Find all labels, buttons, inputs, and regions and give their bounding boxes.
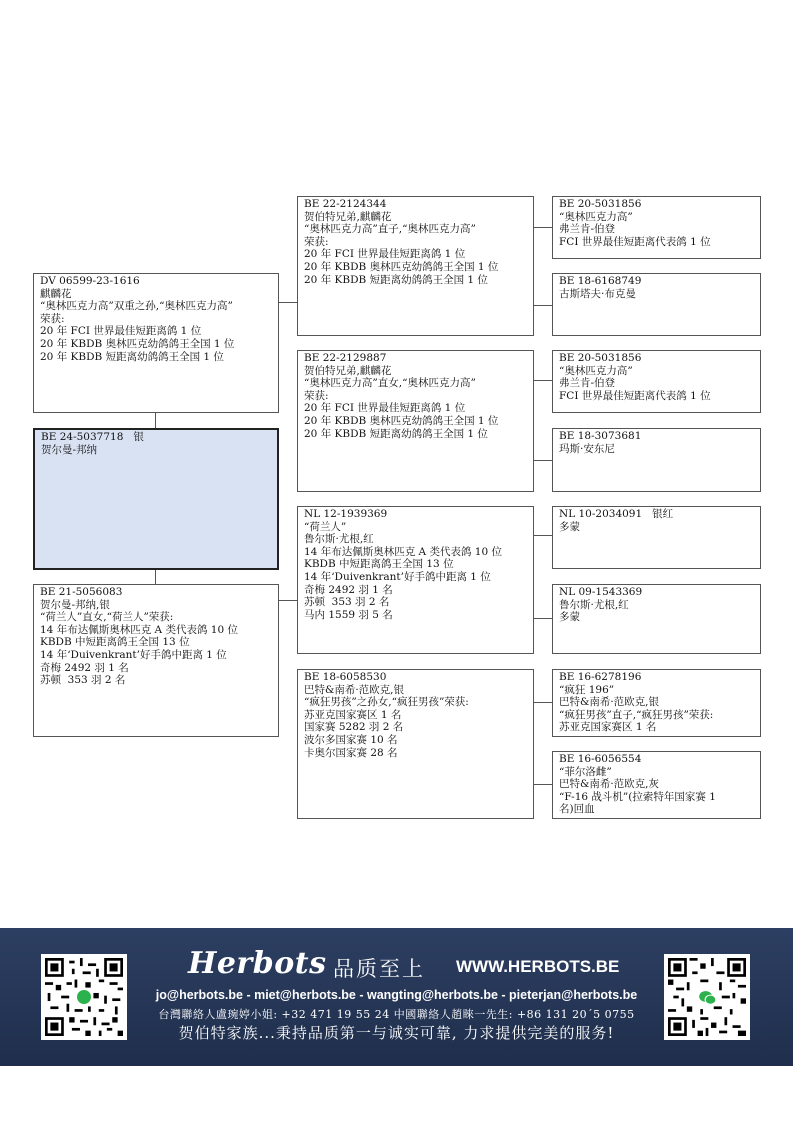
pedigree-line: 荣获: bbox=[304, 235, 329, 248]
connector-ss-ssd bbox=[534, 305, 552, 306]
brand-row bbox=[188, 946, 628, 986]
pedigree-line: 弗兰肯-伯登 bbox=[559, 223, 616, 236]
pedigree-line: 20 年 KBDB 奥林匹克幼鸽鸽王全国 1 位 bbox=[304, 260, 499, 273]
contact-phones: 台灣聯絡人盧琬婷小姐: +32 471 19 55 24 中國聯絡人趙睞一先生: +86 131 20´5 0755 bbox=[158, 1008, 635, 1021]
connector-sire-sd bbox=[279, 302, 297, 303]
pedigree-line: 20 年 KBDB 奥林匹克幼鸽鸽王全国 1 位 bbox=[304, 414, 499, 427]
pedigree-line: 玛斯·安东尼 bbox=[559, 442, 615, 455]
pedigree-line: “荷兰人” bbox=[304, 520, 347, 533]
connector-sd-sds bbox=[534, 380, 552, 381]
wechat-qr-graphic bbox=[668, 958, 746, 1036]
ring-number: BE 20-5031856 bbox=[559, 198, 642, 210]
pedigree-line: “奥林匹克力高” bbox=[559, 210, 633, 223]
pedigree-line: 贺伯特兄弟,麒麟花 bbox=[304, 210, 392, 223]
dam-sire-card bbox=[297, 506, 534, 654]
connector-sd-sdd bbox=[534, 460, 552, 461]
pedigree-line: 20 年 FCI 世界最佳短距离鸽 1 位 bbox=[40, 325, 202, 338]
slogan: 品质至上 bbox=[333, 957, 425, 981]
pedigree-line: FCI 世界最佳短距离代表鸽 1 位 bbox=[559, 389, 711, 402]
footer-banner bbox=[0, 928, 793, 1066]
pedigree-line: 20 年 KBDB 短距离幼鸽鸽王全国 1 位 bbox=[304, 273, 488, 286]
subject-card bbox=[33, 428, 279, 570]
ring-number: BE 18-3073681 bbox=[559, 430, 642, 442]
website-link[interactable]: WWW.HERBOTS.BE bbox=[456, 957, 620, 976]
pedigree-line: “菲尔洛雌” bbox=[559, 765, 612, 778]
pedigree-line: “奥林匹克力高”双重之孙,“奥林匹克力高” bbox=[40, 300, 233, 313]
sire-sire-dam-card bbox=[552, 273, 761, 336]
pedigree-line: 苏亚克国家赛区 1 名 bbox=[559, 721, 657, 734]
pedigree-line: 14 年布达佩斯奥林匹克 A 类代表鸽 10 位 bbox=[40, 623, 238, 636]
pedigree-line: 多蒙 bbox=[559, 611, 580, 624]
ring-number: BE 22-2124344 bbox=[304, 198, 387, 210]
connector-dam-ds bbox=[279, 600, 297, 601]
connector-ds-dsd bbox=[534, 618, 552, 619]
ring-number: BE 21-5056083 bbox=[40, 586, 123, 598]
pedigree-line: 鲁尔斯·尤根,红 bbox=[304, 533, 374, 546]
pedigree-line: 苏顿 353 羽 2 名 bbox=[40, 674, 126, 687]
ring-number: NL 09-1543369 bbox=[559, 586, 643, 598]
pedigree-line: 20 年 FCI 世界最佳短距离鸽 1 位 bbox=[304, 402, 466, 415]
pedigree-line: 国家赛 5282 羽 2 名 bbox=[304, 721, 404, 734]
pedigree-line: 贺尔曼-邦纳,银 bbox=[40, 598, 110, 611]
ring-number: BE 18-6168749 bbox=[559, 275, 642, 287]
pedigree-line: “疯狂男孩”之孙女,“疯狂男孩”荣获: bbox=[304, 696, 469, 709]
ring-number: BE 20-5031856 bbox=[559, 352, 642, 364]
connector-subject-dam bbox=[155, 570, 156, 584]
pedigree-line: 20 年 KBDB 短距离幼鸽鸽王全国 1 位 bbox=[40, 350, 224, 363]
pedigree-line: 荣获: bbox=[40, 312, 65, 325]
pedigree-line: “奥林匹克力高”直子,“奥林匹克力高” bbox=[304, 223, 476, 236]
dam-sire-sire-card bbox=[552, 506, 761, 569]
pedigree-line: KBDB 中短距离鸽王全国 13 位 bbox=[40, 636, 190, 649]
sire-sire-card bbox=[297, 196, 534, 336]
sire-dam-card bbox=[297, 350, 534, 492]
pedigree-line: 弗兰肯-伯登 bbox=[559, 377, 616, 390]
pedigree-line: 多蒙 bbox=[559, 520, 580, 533]
ring-number: BE 22-2129887 bbox=[304, 352, 387, 364]
connector-ds-dss bbox=[534, 535, 552, 536]
pedigree-line: 巴特&南希·范欧克,银 bbox=[304, 683, 405, 696]
pedigree-line: “荷兰人”直女,“荷兰人”荣获: bbox=[40, 611, 174, 624]
pedigree-line: 卡奥尔国家赛 28 名 bbox=[304, 746, 398, 759]
ring-number: NL 10-2034091 银红 bbox=[559, 508, 674, 520]
sire-dam-sire-card bbox=[552, 350, 761, 413]
pedigree-line: 巴特&南希·范欧克,灰 bbox=[559, 778, 660, 791]
pedigree-line: 14 年‘Duivenkrant’好手鸽中距离 1 位 bbox=[304, 570, 491, 583]
pedigree-line: “奥林匹克力高” bbox=[559, 364, 633, 377]
pedigree-line: 14 年布达佩斯奥林匹克 A 类代表鸽 10 位 bbox=[304, 545, 502, 558]
dam-dam-card bbox=[297, 669, 534, 819]
pedigree-line: 贺尔曼-邦纳 bbox=[41, 443, 98, 456]
connector-ss-sss bbox=[534, 227, 552, 228]
pedigree-line: 麒麟花 bbox=[40, 287, 72, 300]
ring-number: BE 16-6056554 bbox=[559, 753, 642, 765]
herbots-logo: Herbots bbox=[188, 946, 327, 981]
pedigree-line: 贺伯特兄弟,麒麟花 bbox=[304, 364, 392, 377]
sire-sire-sire-card bbox=[552, 196, 761, 259]
contact-emails[interactable]: jo@herbots.be - miet@herbots.be - wangting@herbots.be - pieterjan@herbots.be bbox=[155, 988, 638, 1002]
pedigree-line: “F-16 战斗机”(拉索特年国家赛 1 bbox=[559, 790, 716, 803]
pedigree-line: “疯狂男孩”直子,“疯狂男孩”荣获: bbox=[559, 708, 714, 721]
sire-card bbox=[33, 273, 279, 413]
pedigree-line: KBDB 中短距离鸽王全国 13 位 bbox=[304, 558, 454, 571]
connector-subject-sire bbox=[155, 413, 156, 428]
pedigree-line: 巴特&南希·范欧克,银 bbox=[559, 696, 660, 709]
ring-number: DV 06599-23-1616 bbox=[40, 275, 140, 287]
pedigree-line: 20 年 KBDB 短距离幼鸽鸽王全国 1 位 bbox=[304, 427, 488, 440]
pedigree-line: 荣获: bbox=[304, 389, 329, 402]
connector-dd-ddd bbox=[534, 784, 552, 785]
pedigree-line: 古斯塔夫·布克曼 bbox=[559, 287, 636, 300]
dam-sire-dam-card bbox=[552, 584, 761, 654]
tagline: 贺伯特家族...秉持品质第一与诚实可靠, 力求提供完美的服务! bbox=[178, 1024, 615, 1042]
pedigree-line: 名)回血 bbox=[559, 803, 595, 816]
ring-number: NL 12-1939369 bbox=[304, 508, 388, 520]
ring-number: BE 18-6058530 bbox=[304, 671, 387, 683]
dam-card bbox=[33, 584, 279, 737]
dam-dam-dam-card bbox=[552, 751, 761, 819]
pedigree-line: 马内 1559 羽 5 名 bbox=[304, 608, 393, 621]
pedigree-line: 波尔多国家赛 10 名 bbox=[304, 733, 398, 746]
pedigree-line: 苏亚克国家赛区 1 名 bbox=[304, 708, 402, 721]
dam-dam-sire-card bbox=[552, 669, 761, 737]
pedigree-line: 苏顿 353 羽 2 名 bbox=[304, 596, 390, 609]
pedigree-line: FCI 世界最佳短距离代表鸽 1 位 bbox=[559, 235, 711, 248]
pedigree-line: “疯狂 196” bbox=[559, 683, 615, 696]
pedigree-line: 鲁尔斯·尤根,红 bbox=[559, 598, 629, 611]
ring-number: BE 16-6278196 bbox=[559, 671, 642, 683]
pedigree-line: 20 年 KBDB 奥林匹克幼鸽鸽王全国 1 位 bbox=[40, 337, 235, 350]
sire-dam-dam-card bbox=[552, 428, 761, 492]
pedigree-line: 奇梅 2492 羽 1 名 bbox=[40, 661, 129, 674]
pedigree-line: 20 年 FCI 世界最佳短距离鸽 1 位 bbox=[304, 248, 466, 261]
pedigree-line: 奇梅 2492 羽 1 名 bbox=[304, 583, 393, 596]
connector-dd-dds bbox=[534, 702, 552, 703]
pedigree-line: “奥林匹克力高”直女,“奥林匹克力高” bbox=[304, 377, 476, 390]
wechat-qr-icon bbox=[664, 954, 750, 1040]
ring-number: BE 24-5037718 银 bbox=[41, 431, 144, 443]
pedigree-line: 14 年‘Duivenkrant’好手鸽中距离 1 位 bbox=[40, 648, 227, 661]
